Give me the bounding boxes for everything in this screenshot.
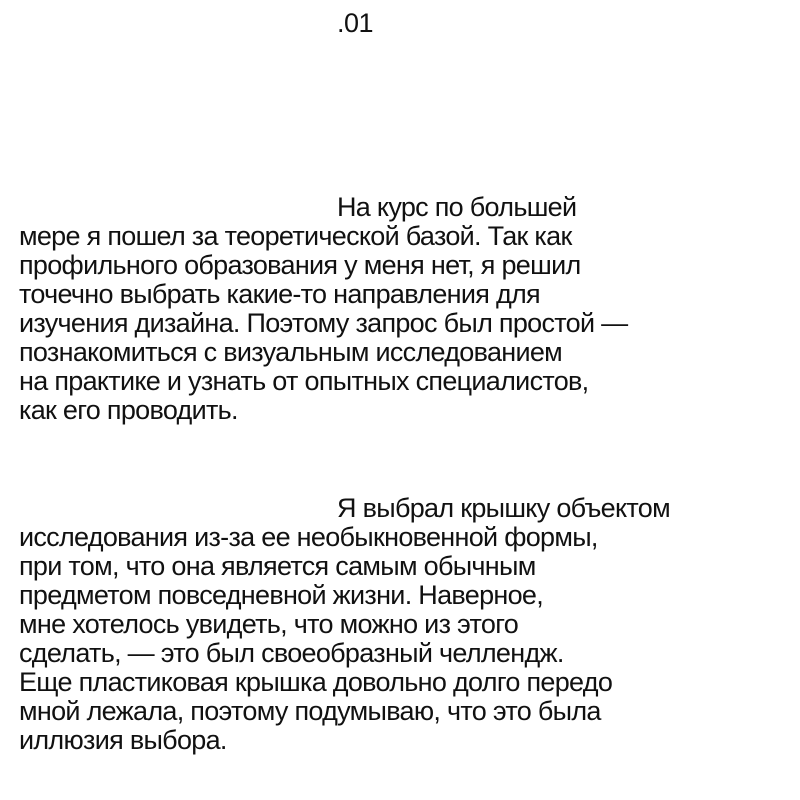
text-line: мной лежала, поэтому подумываю, что это была — [19, 696, 601, 726]
page-number: .01 — [337, 8, 374, 38]
text-line: профильного образования у меня нет, я решил — [19, 250, 581, 280]
text-line: Еще пластиковая крышка довольно долго передо — [19, 667, 613, 697]
text-line: сделать, — это был своеобразный челлендж. — [19, 638, 564, 668]
text-line: точечно выбрать какие-то направления для — [19, 279, 540, 309]
text-line: изучения дизайна. Поэтому запрос был простой — — [19, 308, 628, 338]
text-line: Я выбрал крышку объектом — [337, 493, 670, 523]
paragraph-course-motivation — [19, 193, 794, 425]
text-line: при том, что она является самым обычным — [19, 551, 536, 581]
text-line: как его проводить. — [19, 395, 238, 425]
text-line: предметом повседневной жизни. Наверное, — [19, 580, 544, 610]
text-line: мне хотелось увидеть, что можно из этого — [19, 609, 519, 639]
text-line: мере я пошел за теоретической базой. Так как — [19, 221, 572, 251]
text-line: на практике и узнать от опытных специалистов, — [19, 366, 589, 396]
text-line: На курс по большей — [337, 192, 577, 222]
text-line: иллюзия выбора. — [19, 725, 227, 755]
text-line: исследования из-за ее необыкновенной формы, — [19, 522, 598, 552]
paragraph-research-object — [19, 494, 794, 755]
text-line: познакомиться с визуальным исследованием — [19, 337, 563, 367]
